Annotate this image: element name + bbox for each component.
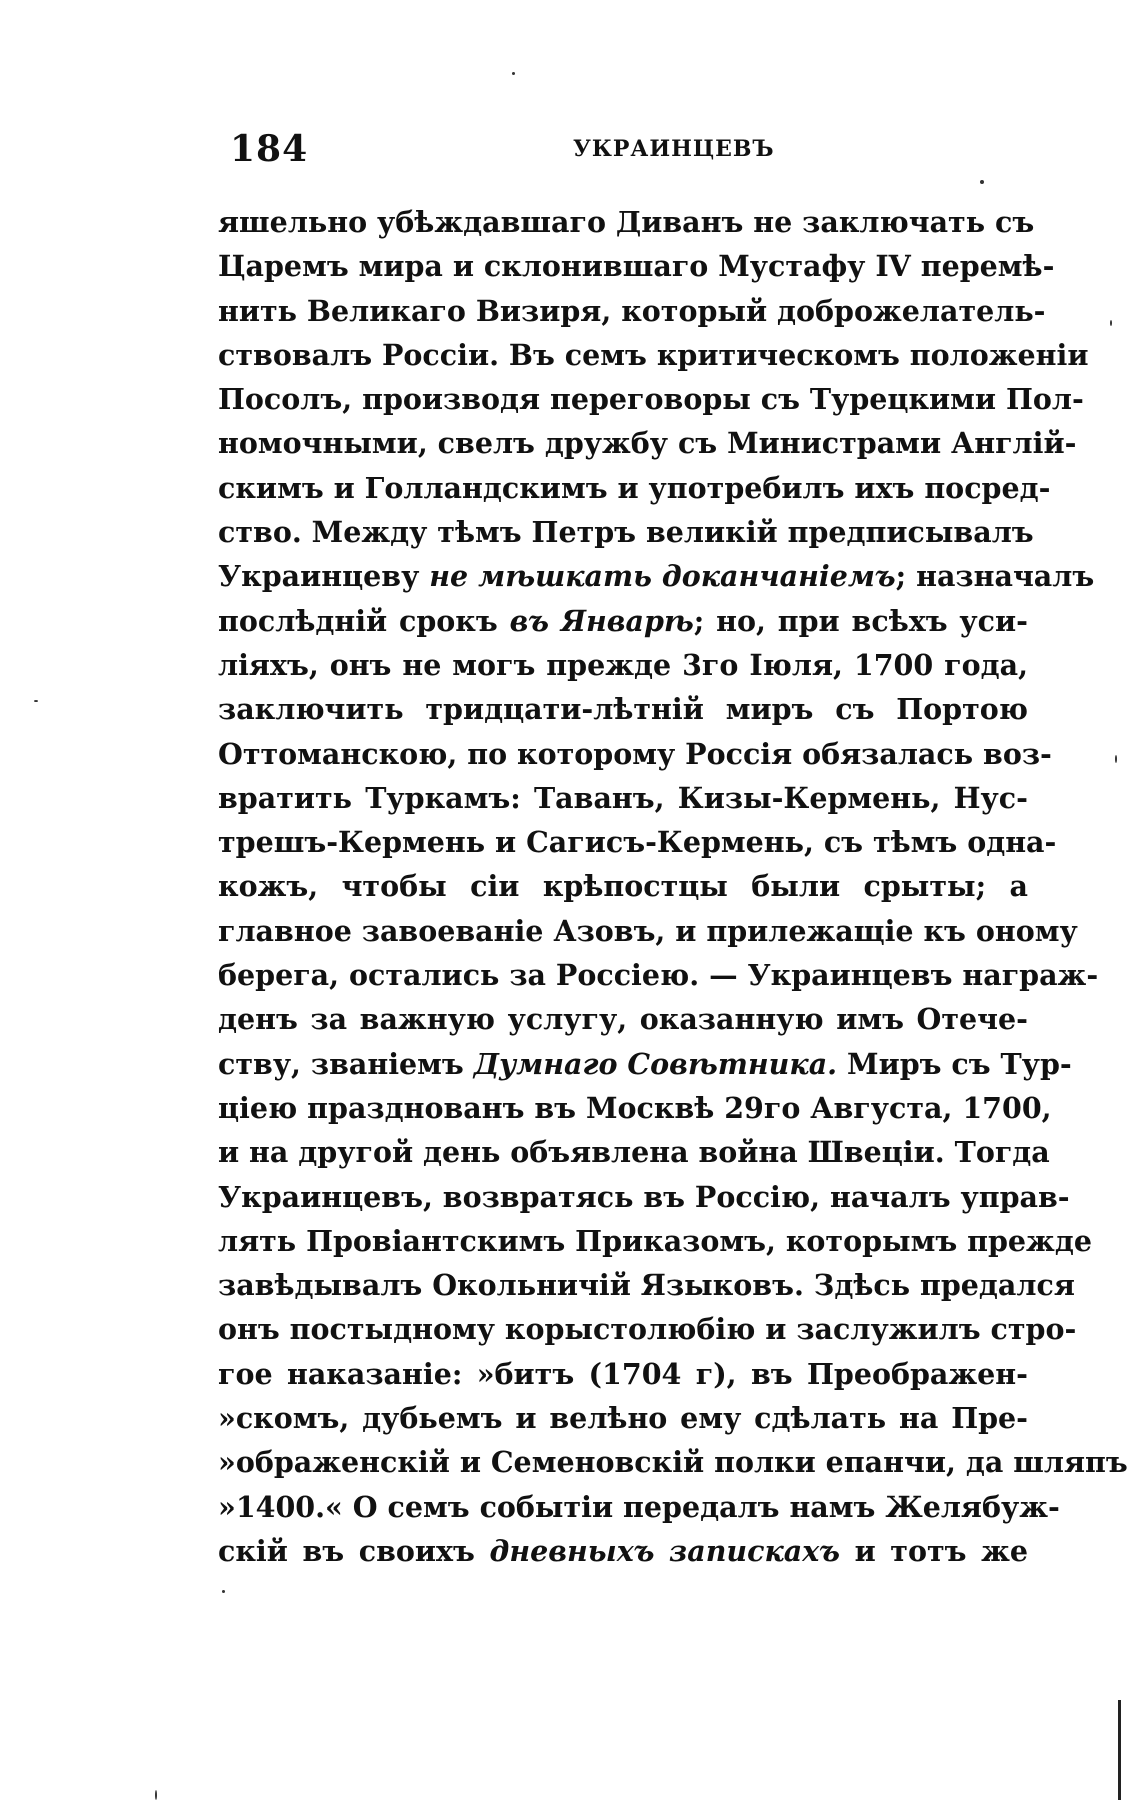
text-segment: яшельно убѣждавшаго Диванъ не заключать съ (218, 205, 1035, 239)
text-line (218, 1263, 1075, 1307)
text-segment: »ображенскій и Семеновскій полки епанчи, да шляпъ (218, 1445, 1128, 1480)
text-line (218, 643, 1028, 687)
text-line (218, 377, 1084, 421)
text-line (218, 244, 1055, 288)
italic-phrase: дневныхъ запискахъ (489, 1533, 840, 1568)
text-segment: Миръ съ Тур- (837, 1046, 1072, 1081)
text-segment: денъ за важную услугу, оказанную имъ Отече- (218, 1002, 1028, 1037)
text-line (218, 1042, 1072, 1086)
print-speck (512, 72, 515, 75)
text-segment: скій въ своихъ (218, 1533, 490, 1568)
text-segment: ціею празднованъ въ Москвѣ 29го Августа, 1700, (218, 1090, 1052, 1125)
text-segment: послѣдній срокъ (218, 603, 510, 638)
text-line (218, 1086, 1052, 1130)
text-line (218, 909, 1078, 953)
text-segment: Украинцевъ, возвратясь въ Россію, началъ управ- (218, 1179, 1070, 1214)
text-line (218, 466, 1051, 510)
text-segment: ствовалъ Россіи. Въ семъ критическомъ положеніи (218, 337, 1089, 372)
text-line (218, 732, 1052, 776)
text-segment: берега, остались за Россіею. — Украинцевъ награж- (218, 958, 1099, 993)
text-segment: и на другой день объявлена война Швеціи. Тогда (218, 1135, 1050, 1170)
text-line (218, 1485, 1060, 1529)
text-line (218, 289, 1046, 333)
scan-edge-line (1118, 1700, 1121, 1800)
italic-phrase: въ Январѣ (509, 603, 694, 638)
text-segment: Посолъ, производя переговоры съ Турецкими Пол- (218, 382, 1084, 417)
text-segment: и тотъ же (839, 1533, 1028, 1568)
print-speck (222, 1590, 225, 1593)
text-segment: кожъ, чтобы сіи крѣпостцы были срыты; а (218, 869, 1028, 904)
text-segment: лять Провіантскимъ Приказомъ, которымъ прежде (218, 1223, 1092, 1258)
body-text (218, 200, 1128, 1573)
text-segment: ; назначалъ (895, 559, 1095, 594)
text-segment: трешъ-Кермень и Сагисъ-Кермень, съ тѣмъ одна- (218, 825, 1057, 860)
text-line (218, 1130, 1050, 1174)
text-segment: Украинцеву (218, 559, 430, 594)
text-segment: гое наказаніе: »битъ (1704 г), въ Преображен- (218, 1356, 1028, 1391)
text-segment: главное завоеваніе Азовъ, и прилежащіе къ оному (218, 913, 1078, 948)
text-segment: ; но, при всѣхъ уси- (693, 603, 1028, 638)
print-speck (155, 1790, 157, 1800)
text-line (218, 1396, 1028, 1440)
text-segment: Царемъ мира и склонившаго Мустафу IV перемѣ- (218, 249, 1055, 284)
italic-phrase: не мѣшкать доканчаніемъ (429, 559, 896, 594)
text-line (218, 1440, 1128, 1484)
running-head: УКРАИНЦЕВЪ (573, 136, 775, 162)
text-line (218, 510, 1034, 554)
text-line (218, 864, 1028, 908)
print-speck (1110, 320, 1112, 326)
text-segment: номочными, свелъ дружбу съ Министрами Англій- (218, 426, 1077, 461)
page-number: 184 (230, 128, 309, 170)
text-line (218, 776, 1028, 820)
text-line (218, 421, 1077, 465)
text-line (218, 953, 1099, 997)
text-segment: »1400.« О семъ событіи передалъ намъ Желябуж- (218, 1489, 1060, 1524)
italic-phrase: Думнаго Совѣтника. (473, 1046, 838, 1081)
text-segment: »скомъ, дубьемъ и велѣно ему сдѣлать на Пре- (218, 1401, 1028, 1436)
text-line (218, 1175, 1070, 1219)
text-segment: скимъ и Голландскимъ и употребилъ ихъ посред- (218, 470, 1051, 505)
text-line (218, 997, 1028, 1041)
text-line (218, 1307, 1077, 1351)
text-line (218, 200, 1035, 244)
text-segment: ству, званіемъ (218, 1046, 474, 1081)
text-line (218, 1352, 1028, 1396)
page-header (218, 128, 1028, 178)
text-segment: Оттоманскою, по которому Россія обязалась воз- (218, 736, 1052, 771)
text-segment: ство. Между тѣмъ Петръ великій предписывалъ (218, 515, 1034, 550)
text-segment: онъ постыдному корыстолюбію и заслужилъ стро- (218, 1312, 1077, 1347)
print-speck (34, 700, 38, 702)
text-line (218, 333, 1089, 377)
text-segment: завѣдывалъ Окольничій Языковъ. Здѣсь предался (218, 1268, 1075, 1303)
print-speck (1115, 755, 1117, 763)
text-segment: ліяхъ, онъ не могъ прежде 3го Іюля, 1700 года, (218, 647, 1028, 682)
text-segment: заключить тридцати-лѣтній миръ съ Портою (218, 692, 1028, 727)
text-segment: вратить Туркамъ: Таванъ, Кизы-Кермень, Нус- (218, 780, 1028, 815)
text-line (218, 554, 1095, 598)
text-line (218, 1219, 1092, 1263)
text-segment: нить Великаго Визиря, который доброжелатель- (218, 293, 1046, 328)
text-line (218, 1529, 1028, 1573)
text-line (218, 687, 1028, 731)
text-line (218, 599, 1028, 643)
print-speck (980, 180, 984, 184)
text-line (218, 820, 1057, 864)
